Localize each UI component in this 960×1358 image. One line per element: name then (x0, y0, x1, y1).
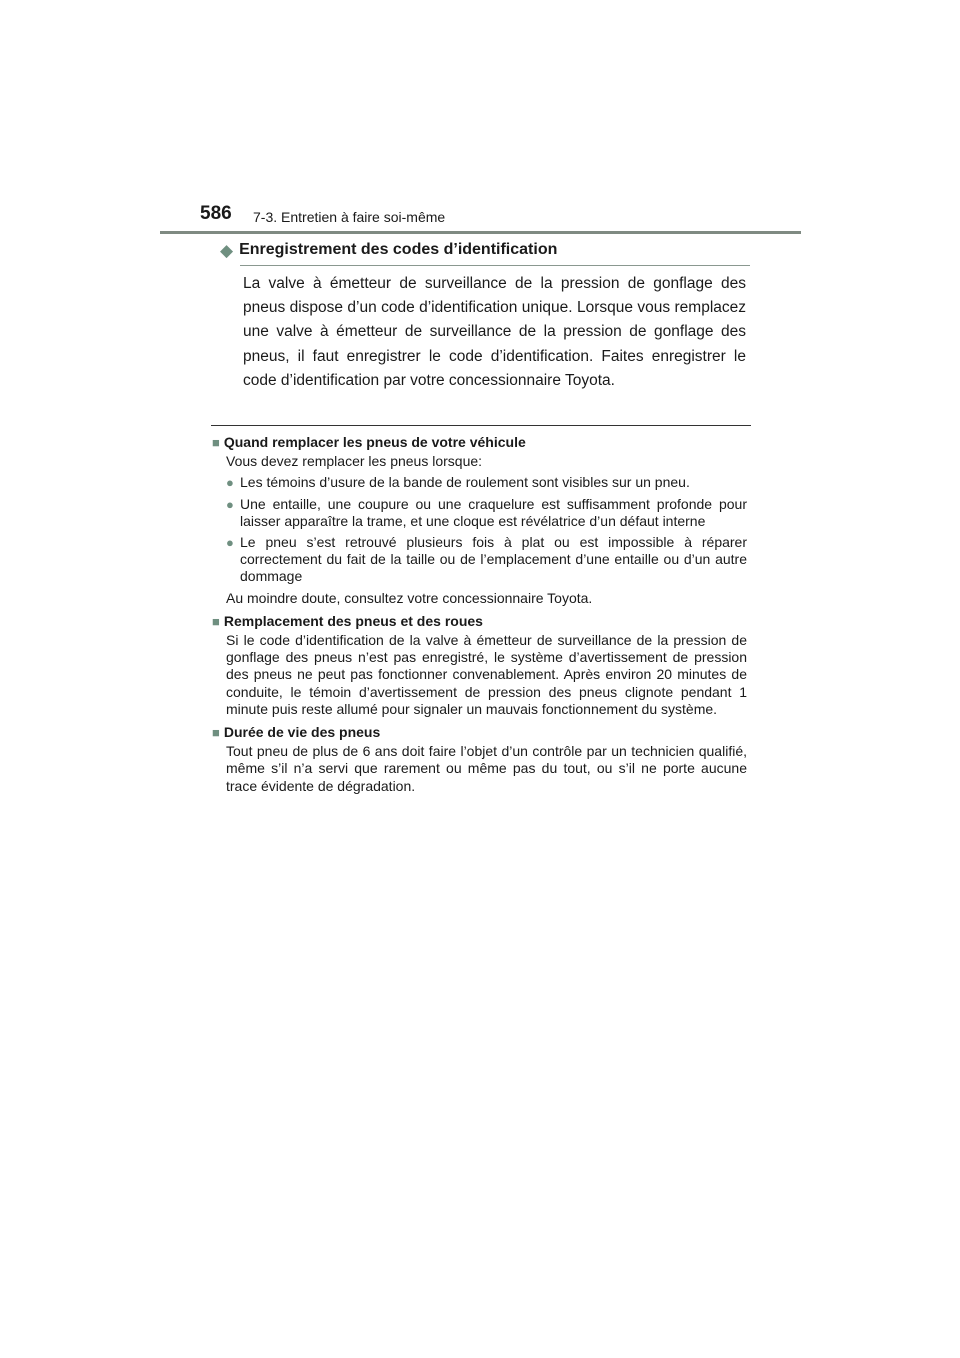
list-item (212, 474, 747, 491)
square-icon: ■ (212, 725, 220, 741)
note-tire-replacement-timing (212, 434, 747, 607)
divider (211, 425, 751, 426)
list-item-text: Une entaille, une coupure ou une craquelure est suffisamment profonde pour laisser apparaître la trame, et une cloque est révélatrice d’un défaut interne (240, 495, 747, 529)
section-rule (240, 265, 750, 266)
note-title-text: Remplacement des pneus et des roues (223, 612, 483, 629)
diamond-icon: ◆ (220, 240, 234, 260)
list-item (212, 534, 747, 586)
notes (212, 434, 747, 801)
note-title-text: Durée de vie des pneus (223, 724, 381, 741)
bullet-icon: ● (226, 496, 234, 512)
list-item (212, 496, 747, 530)
note-title (212, 613, 747, 630)
note-title (212, 434, 747, 451)
note-body: Tout pneu de plus de 6 ans doit faire l’objet d’un contrôle par un technicien qualifié, même s’il n’a servi que rarement ou même pas du tout, ou s’il ne porte aucune trace évidente de dégradation. (226, 743, 747, 794)
page-header (0, 0, 960, 240)
note-title-text: Quand remplacer les pneus de votre véhicule (223, 434, 526, 450)
section-paragraph: La valve à émetteur de surveillance de la pression de gonflage des pneus dispose d’un code d’identification unique. Lorsque vous remplacez une valve à émetteur de surveillance de la pression de gonflage des pneus, il faut enregistrer le code d’identification. Faites enregistrer le code d’identification par votre concessionnaire Toyota. (243, 275, 746, 389)
note-intro: Vous devez remplacer les pneus lorsque: (226, 453, 483, 470)
list-item-text: Le pneu s’est retrouvé plusieurs fois à plat ou est impossible à réparer correctement du fait de la taille ou de l’emplacement d’une entaille ou d’un autre dommage (240, 534, 747, 585)
note-tire-lifespan (212, 724, 747, 795)
chapter-title: 7-3. Entretien à faire soi-même (253, 209, 446, 225)
bullet-icon: ● (226, 475, 234, 491)
bullet-icon: ● (226, 535, 234, 551)
note-tire-wheel-replacement (212, 613, 747, 718)
header-rule (160, 231, 801, 234)
square-icon: ■ (212, 613, 220, 629)
square-icon: ■ (212, 435, 220, 451)
note-title (212, 724, 747, 741)
page-number: 586 (200, 203, 232, 224)
note-outro: Au moindre doute, consultez votre concessionnaire Toyota. (226, 589, 593, 606)
note-body: Si le code d’identification de la valve à émetteur de surveillance de la pression de gonflage des pneus n’est pas enregistré, le système d’avertissement de pression des pneus ne peut pas fonctionner convenablement. Après environ 20 minutes de conduite, le témoin d’avertissement de pression des pneus clignote pendant 1 minute puis reste allumé pour signaler un mauvais fonctionnement du système. (226, 632, 747, 717)
section-title: Enregistrement des codes d’identification (239, 241, 558, 258)
section-heading (220, 241, 750, 259)
list-item-text: Les témoins d’usure de la bande de roulement sont visibles sur un pneu. (240, 474, 690, 491)
